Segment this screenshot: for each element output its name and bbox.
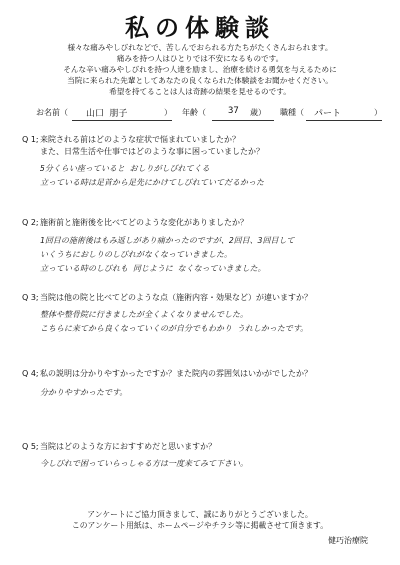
page-title: 私の体験談 <box>125 14 275 42</box>
question-text: 当院は他の院と比べてどのような点（施術内容・効果など）が違いますか？ <box>40 293 312 302</box>
answer-line: 1回目の施術後はもみ返しがあり痛かったのですが、2回目、3回目して <box>40 236 295 245</box>
question-5 <box>22 441 382 453</box>
answer-2 <box>40 234 385 276</box>
footer-line: アンケートにご協力頂きまして、誠にありがとうございました。 <box>87 510 313 519</box>
question-text: 私の説明は分かりやすかったですか？また院内の雰囲気はいかがでしたか？ <box>40 369 312 378</box>
question-text: 施術前と施術後を比べてどのような変化がありましたか？ <box>40 218 248 227</box>
intro-line: そんな辛い痛みやしびれを持つ人達を励まし、治療を続ける勇気を与えるために <box>63 65 337 74</box>
name-label: お名前（ <box>36 108 68 117</box>
answer-1 <box>40 162 385 190</box>
answer-line: 5分くらい座っていると おしりがしびれてくる <box>40 164 210 173</box>
age-underline <box>212 120 274 121</box>
answer-line: いくうちにおしりのしびれがなくなっていきました。 <box>40 250 232 259</box>
question-number: Q 3; <box>22 293 39 302</box>
intro-line: 痛みを持つ人はひとりでは不安になるものです。 <box>116 54 284 63</box>
answer-line: 整体や整骨院に行きましたが全くよくなりませんでした。 <box>40 310 248 319</box>
answer-5 <box>40 457 385 471</box>
intro-text <box>22 42 378 97</box>
answer-line: こちらに来てから良くなっていくのが自分でもわかり うれしかったです。 <box>40 324 309 333</box>
answer-3 <box>40 308 385 336</box>
question-2 <box>22 217 382 229</box>
question-text: 来院される前はどのような症状で悩まれていましたか？ <box>40 135 240 144</box>
intro-line: 希望を持てることは人は奇跡の結果を見せるのです。 <box>109 87 291 96</box>
answer-line: 今しびれで困っていらっしゃる方は一度来てみて下さい。 <box>40 459 248 468</box>
question-text: また、日常生活や仕事ではどのような事に困っていましたか？ <box>40 147 264 156</box>
name-close: ） <box>164 108 172 117</box>
job-value: パート <box>314 109 342 119</box>
question-number: Q 5; <box>22 442 39 451</box>
age-label: 年齢（ <box>182 108 206 117</box>
name-value: 山口 朋子 <box>86 109 128 119</box>
footer-line: このアンケート用紙は、ホームページやチラシ等に掲載させて頂きます。 <box>71 521 329 530</box>
answer-4 <box>40 386 385 400</box>
question-number: Q 2; <box>22 218 39 227</box>
clinic-name: 健巧治療院 <box>328 536 368 545</box>
name-underline <box>72 120 172 121</box>
question-number: Q 1; <box>22 135 39 144</box>
job-label: 職種（ <box>280 108 304 117</box>
age-value: 37 <box>228 106 239 116</box>
job-underline <box>306 120 382 121</box>
footer-text <box>0 509 400 531</box>
question-text: 当院はどのような方におすすめだと思いますか？ <box>40 442 217 451</box>
intro-line: 当院に来られた先輩としてあなたの良くなられた体験談をお聞かせください。 <box>67 76 333 85</box>
job-close: ） <box>374 108 382 117</box>
question-1 <box>22 134 382 158</box>
question-number: Q 4; <box>22 369 39 378</box>
question-4 <box>22 368 382 380</box>
respondent-info <box>36 105 386 121</box>
answer-line: 分かりやすかったです。 <box>40 388 128 397</box>
answer-line: 立っている時は足首から足先にかけてしびれていてだるかった <box>40 178 264 187</box>
age-unit: 歳） <box>250 108 266 117</box>
answer-line: 立っている時のしびれも 同じように なくなっていきました。 <box>40 264 266 273</box>
intro-line: 様々な痛みやしびれなどで、苦しんでおられる方たちがたくさんおられます。 <box>67 43 333 52</box>
question-3 <box>22 292 382 304</box>
